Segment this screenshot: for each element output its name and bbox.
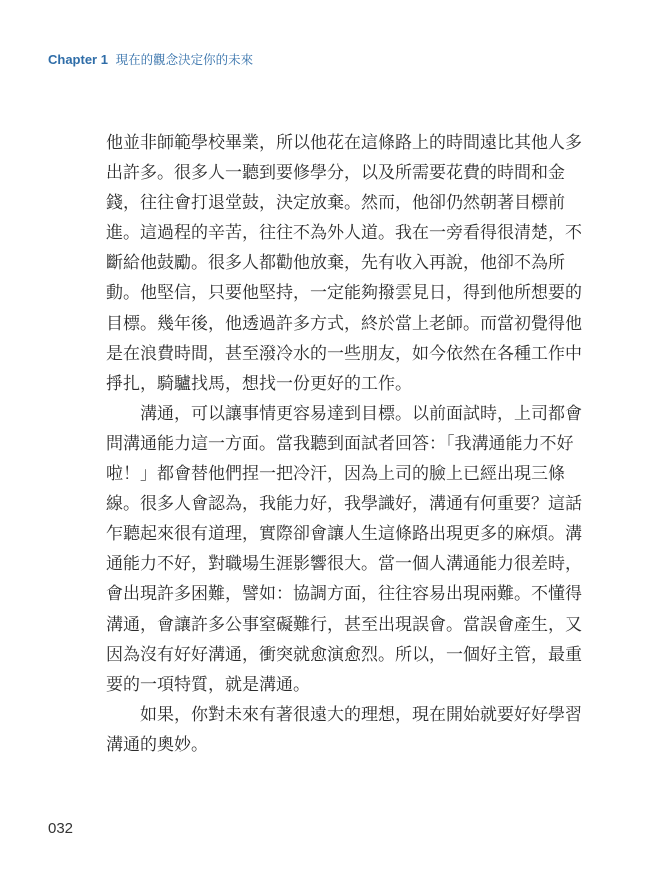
- text-line: 錢，往往會打退堂鼓，決定放棄。然而，他卻仍然朝著目標前: [106, 193, 565, 214]
- text-line: 斷給他鼓勵。很多人都勸他放棄，先有收入再說，他卻不為所: [106, 253, 565, 274]
- paragraph-start-line: 溝通，可以讓事情更容易達到目標。以前面試時，上司都會: [140, 403, 582, 424]
- text-line: 出許多。很多人一聽到要修學分，以及所需要花費的時間和金: [106, 163, 565, 184]
- text-line: 乍聽起來很有道理，實際卻會讓人生這條路出現更多的麻煩。溝: [106, 524, 582, 545]
- running-header: [48, 50, 253, 68]
- paragraph-start-line: 如果，你對未來有著很遠大的理想，現在開始就要好好學習: [140, 704, 582, 725]
- text-line: 溝通，會讓許多公事窒礙難行，甚至出現誤會。當誤會產生，又: [106, 614, 582, 635]
- text-line: 進。這過程的辛苦，往往不為外人道。我在一旁看得很清楚，不: [106, 223, 582, 244]
- chapter-label: Chapter 1: [48, 52, 108, 67]
- text-line: 目標。幾年後，他透過許多方式，終於當上老師。而當初覺得他: [106, 313, 582, 334]
- chapter-title: 現在的觀念決定你的未來: [115, 53, 254, 67]
- text-line: 溝通的奧妙。: [106, 734, 208, 755]
- text-line: 他並非師範學校畢業，所以他花在這條路上的時間遠比其他人多: [106, 133, 582, 153]
- text-line: 掙扎，騎驢找馬，想找一份更好的工作。: [106, 373, 412, 394]
- text-line: 因為沒有好好溝通，衝突就愈演愈烈。所以，一個好主管，最重: [106, 644, 582, 665]
- page-number: 032: [48, 820, 74, 837]
- text-line: 啦！」都會替他們捏一把冷汗，因為上司的臉上已經出現三條: [106, 464, 565, 485]
- body-text: [106, 128, 582, 760]
- text-line: 會出現許多困難，譬如：協調方面，往往容易出現兩難。不懂得: [106, 584, 582, 605]
- text-line: 要的一項特質，就是溝通。: [106, 674, 310, 695]
- text-line: 動。他堅信，只要他堅持，一定能夠撥雲見日，得到他所想要的: [106, 283, 582, 304]
- text-line: 線。很多人會認為，我能力好，我學識好，溝通有何重要？這話: [106, 494, 582, 515]
- text-line: 通能力不好，對職場生涯影響很大。當一個人溝通能力很差時，: [106, 554, 582, 575]
- text-line: 是在浪費時間，甚至潑冷水的一些朋友，如今依然在各種工作中: [106, 343, 582, 364]
- text-line: 問溝通能力這一方面。當我聽到面試者回答：「我溝通能力不好: [106, 433, 574, 454]
